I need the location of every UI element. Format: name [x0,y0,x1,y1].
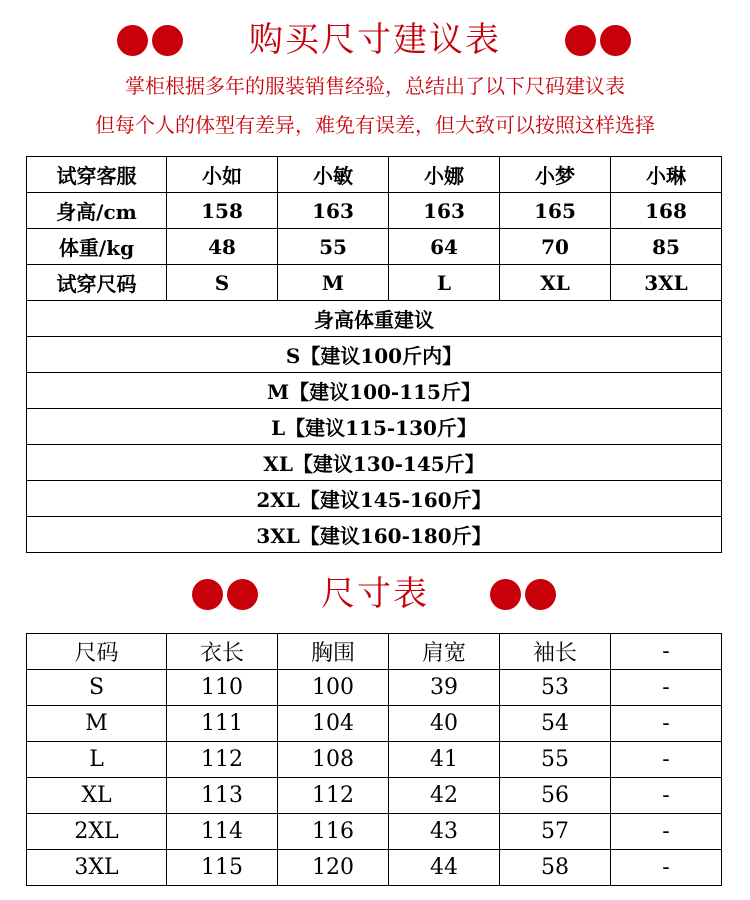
table-cell: M [278,265,389,301]
table-cell: 58 [500,850,611,886]
table-cell: 41 [389,742,500,778]
advice-cell: XL【建议130-145斤】 [27,445,722,481]
table-cell: 111 [167,706,278,742]
fit-table-header-cell: 小琳 [611,157,722,193]
fit-table-header-cell: 小梦 [500,157,611,193]
table-row [27,706,722,742]
fit-table-header-cell: 小敏 [278,157,389,193]
advice-cell: M【建议100-115斤】 [27,373,722,409]
table-cell: 70 [500,229,611,265]
table-cell: 112 [167,742,278,778]
table-cell: 158 [167,193,278,229]
table-cell: 113 [167,778,278,814]
table-cell: 39 [389,670,500,706]
advice-row [27,445,722,481]
red-dot-icon [490,579,521,610]
table-row [27,778,722,814]
size-table-header-cell: 尺码 [27,634,167,670]
size-label-cell: L [27,742,167,778]
advice-heading: 身高体重建议 [27,301,722,337]
table-row [27,814,722,850]
table-cell: L [389,265,500,301]
table-cell: 55 [500,742,611,778]
size-label-cell: 3XL [27,850,167,886]
table-cell: - [611,670,722,706]
size-label-cell: M [27,706,167,742]
size-table-header-cell: 衣长 [167,634,278,670]
advice-row [27,409,722,445]
advice-row [27,517,722,553]
table-cell: 3XL [611,265,722,301]
size-table-header-cell: 袖长 [500,634,611,670]
advice-cell: 3XL【建议160-180斤】 [27,517,722,553]
table-row [27,265,722,301]
size-chart-title: 尺寸表 [321,574,429,614]
fit-table-header-cell: 小如 [167,157,278,193]
table-cell: S [167,265,278,301]
size-table-header-row [27,634,722,670]
table-cell: 168 [611,193,722,229]
table-cell: 64 [389,229,500,265]
size-table-header-cell: 胸围 [278,634,389,670]
size-table-header-cell: 肩宽 [389,634,500,670]
table-cell: 56 [500,778,611,814]
size-chart-table [26,633,722,886]
table-cell: 163 [278,193,389,229]
table-row [27,850,722,886]
row-label-cell: 体重/kg [27,229,167,265]
advice-row [27,337,722,373]
table-cell: 42 [389,778,500,814]
table-cell: 115 [167,850,278,886]
size-table-header-cell: - [611,634,722,670]
table-cell: - [611,814,722,850]
table-cell: 48 [167,229,278,265]
table-cell: 54 [500,706,611,742]
advice-row [27,373,722,409]
table-cell: - [611,778,722,814]
table-cell: 100 [278,670,389,706]
intro-text-line2: 但每个人的体型有差异，难免有误差，但大致可以按照这样选择 [95,113,655,137]
intro-text-line1: 掌柜根据多年的服装销售经验，总结出了以下尺码建议表 [125,74,625,98]
table-cell: 40 [389,706,500,742]
table-cell: 163 [389,193,500,229]
size-label-cell: S [27,670,167,706]
table-cell: 85 [611,229,722,265]
page-title: 购买尺寸建议表 [249,20,501,60]
fit-advice-table [26,156,722,553]
table-row [27,193,722,229]
table-row [27,229,722,265]
red-dot-icon [600,25,631,56]
table-cell: - [611,850,722,886]
advice-heading-row [27,301,722,337]
table-cell: 112 [278,778,389,814]
table-cell: 114 [167,814,278,850]
red-dot-icon [565,25,596,56]
row-label-cell: 试穿尺码 [27,265,167,301]
fit-table-header-cell: 试穿客服 [27,157,167,193]
advice-cell: 2XL【建议145-160斤】 [27,481,722,517]
table-cell: 44 [389,850,500,886]
table-row [27,670,722,706]
table-cell: 53 [500,670,611,706]
size-label-cell: XL [27,778,167,814]
advice-cell: L【建议115-130斤】 [27,409,722,445]
table-cell: 165 [500,193,611,229]
size-chart-title-row [0,570,750,618]
fit-table-header-cell: 小娜 [389,157,500,193]
table-cell: - [611,706,722,742]
advice-cell: S【建议100斤内】 [27,337,722,373]
table-cell: 57 [500,814,611,850]
table-row [27,742,722,778]
table-cell: 104 [278,706,389,742]
advice-row [27,481,722,517]
row-label-cell: 身高/cm [27,193,167,229]
table-cell: XL [500,265,611,301]
fit-table-header-row [27,157,722,193]
table-cell: 116 [278,814,389,850]
size-label-cell: 2XL [27,814,167,850]
red-dot-icon [525,579,556,610]
table-cell: 43 [389,814,500,850]
table-cell: - [611,742,722,778]
table-cell: 120 [278,850,389,886]
purchase-size-title-row [0,16,750,64]
table-cell: 55 [278,229,389,265]
table-cell: 108 [278,742,389,778]
table-cell: 110 [167,670,278,706]
